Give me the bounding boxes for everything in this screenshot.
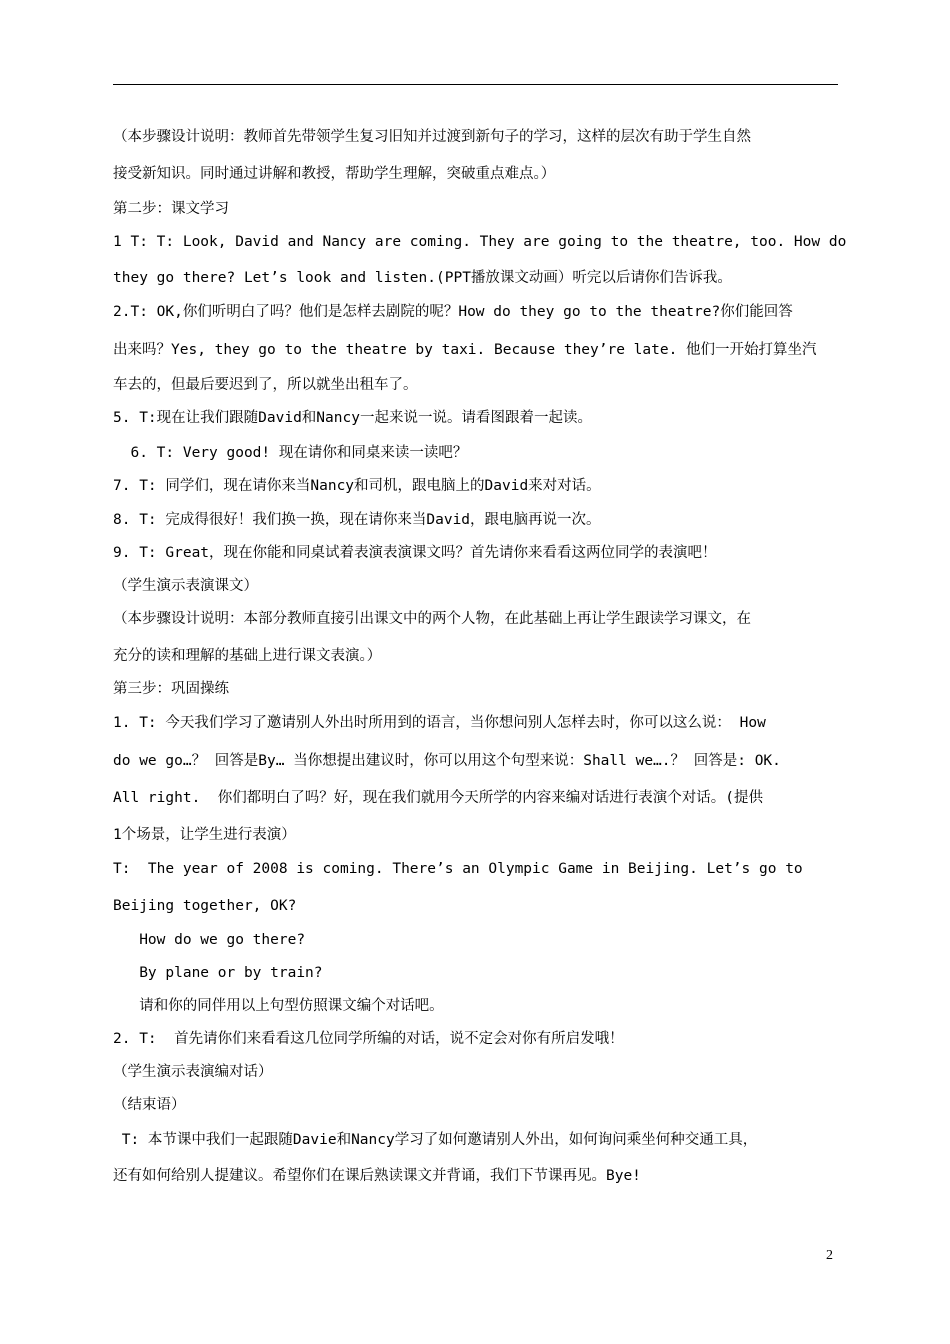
text-line: 8. T: 完成得很好！我们换一换，现在请你来当David，跟电脑再说一次。 (113, 512, 601, 528)
text-line: Beijing together, OK? (113, 898, 297, 914)
text-line: 请和你的同伴用以上句型仿照课文编个对话吧。 (113, 998, 444, 1014)
page-number: 2 (826, 1248, 833, 1263)
text-line: do we go…？ 回答是By… 当你想提出建议时，你可以用这个句型来说：Shall we….？ 回答是: OK. (113, 753, 781, 769)
text-line: By plane or by train? (113, 965, 323, 981)
header-rule (113, 84, 838, 85)
text-line: （学生演示表演编对话） (113, 1064, 273, 1080)
text-line: （学生演示表演课文） (113, 578, 258, 594)
text-line: 充分的读和理解的基础上进行课文表演。） (113, 648, 382, 664)
text-line: 车去的，但最后要迟到了，所以就坐出租车了。 (113, 377, 418, 393)
text-line: they go there? Let’s look and listen.(PPT播放课文动画）听完以后请你们告诉我。 (113, 270, 732, 286)
text-line: （本步骤设计说明：教师首先带领学生复习旧知并过渡到新句子的学习，这样的层次有助于学生自然 (113, 129, 751, 145)
text-line: All right. 你们都明白了吗？好，现在我们就用今天所学的内容来编对话进行表演个对话。(提供 (113, 790, 763, 806)
text-line: （结束语） (113, 1097, 186, 1113)
text-line: 1个场景，让学生进行表演） (113, 827, 296, 843)
text-line: T: The year of 2008 is coming. There’s an Olympic Game in Beijing. Let’s go to (113, 861, 803, 877)
text-line: How do we go there? (113, 932, 306, 948)
text-line: 2. T: 首先请你们来看看这几位同学所编的对话，说不定会对你有所启发哦！ (113, 1031, 624, 1047)
text-line: 7. T: 同学们，现在请你来当Nancy和司机，跟电脑上的David来对对话。 (113, 478, 601, 494)
text-line: 接受新知识。同时通过讲解和教授，帮助学生理解，突破重点难点。） (113, 166, 556, 182)
text-line: 2.T: OK,你们听明白了吗？他们是怎样去剧院的呢？How do they go to the theatre?你们能回答 (113, 304, 793, 320)
text-line: 出来吗？Yes, they go to the theatre by taxi. Because they’re late. 他们一开始打算坐汽 (113, 342, 817, 358)
section-heading: 第二步：课文学习 (113, 201, 229, 217)
text-line: 9. T: Great，现在你能和同桌试着表演表演课文吗？首先请你来看看这两位同学的表演吧！ (113, 545, 717, 561)
text-line: T: 本节课中我们一起跟随Davie和Nancy学习了如何邀请别人外出，如何询问乘坐何种交通工具， (113, 1132, 758, 1148)
text-line: （本步骤设计说明：本部分教师直接引出课文中的两个人物，在此基础上再让学生跟读学习课文，在 (113, 611, 751, 627)
text-line: 6. T: Very good! 现在请你和同桌来读一读吧？ (113, 445, 468, 461)
text-line: 1 T: T: Look, David and Nancy are coming. They are going to the theatre, too. How do (113, 234, 847, 250)
text-line: 还有如何给别人提建议。希望你们在课后熟读课文并背诵，我们下节课再见。Bye! (113, 1168, 641, 1184)
text-line: 1. T: 今天我们学习了邀请别人外出时所用到的语言，当你想问别人怎样去时，你可以这么说： How (113, 715, 766, 731)
section-heading: 第三步：巩固操练 (113, 681, 229, 697)
text-line: 5. T:现在让我们跟随David和Nancy一起来说一说。请看图跟着一起读。 (113, 410, 592, 426)
